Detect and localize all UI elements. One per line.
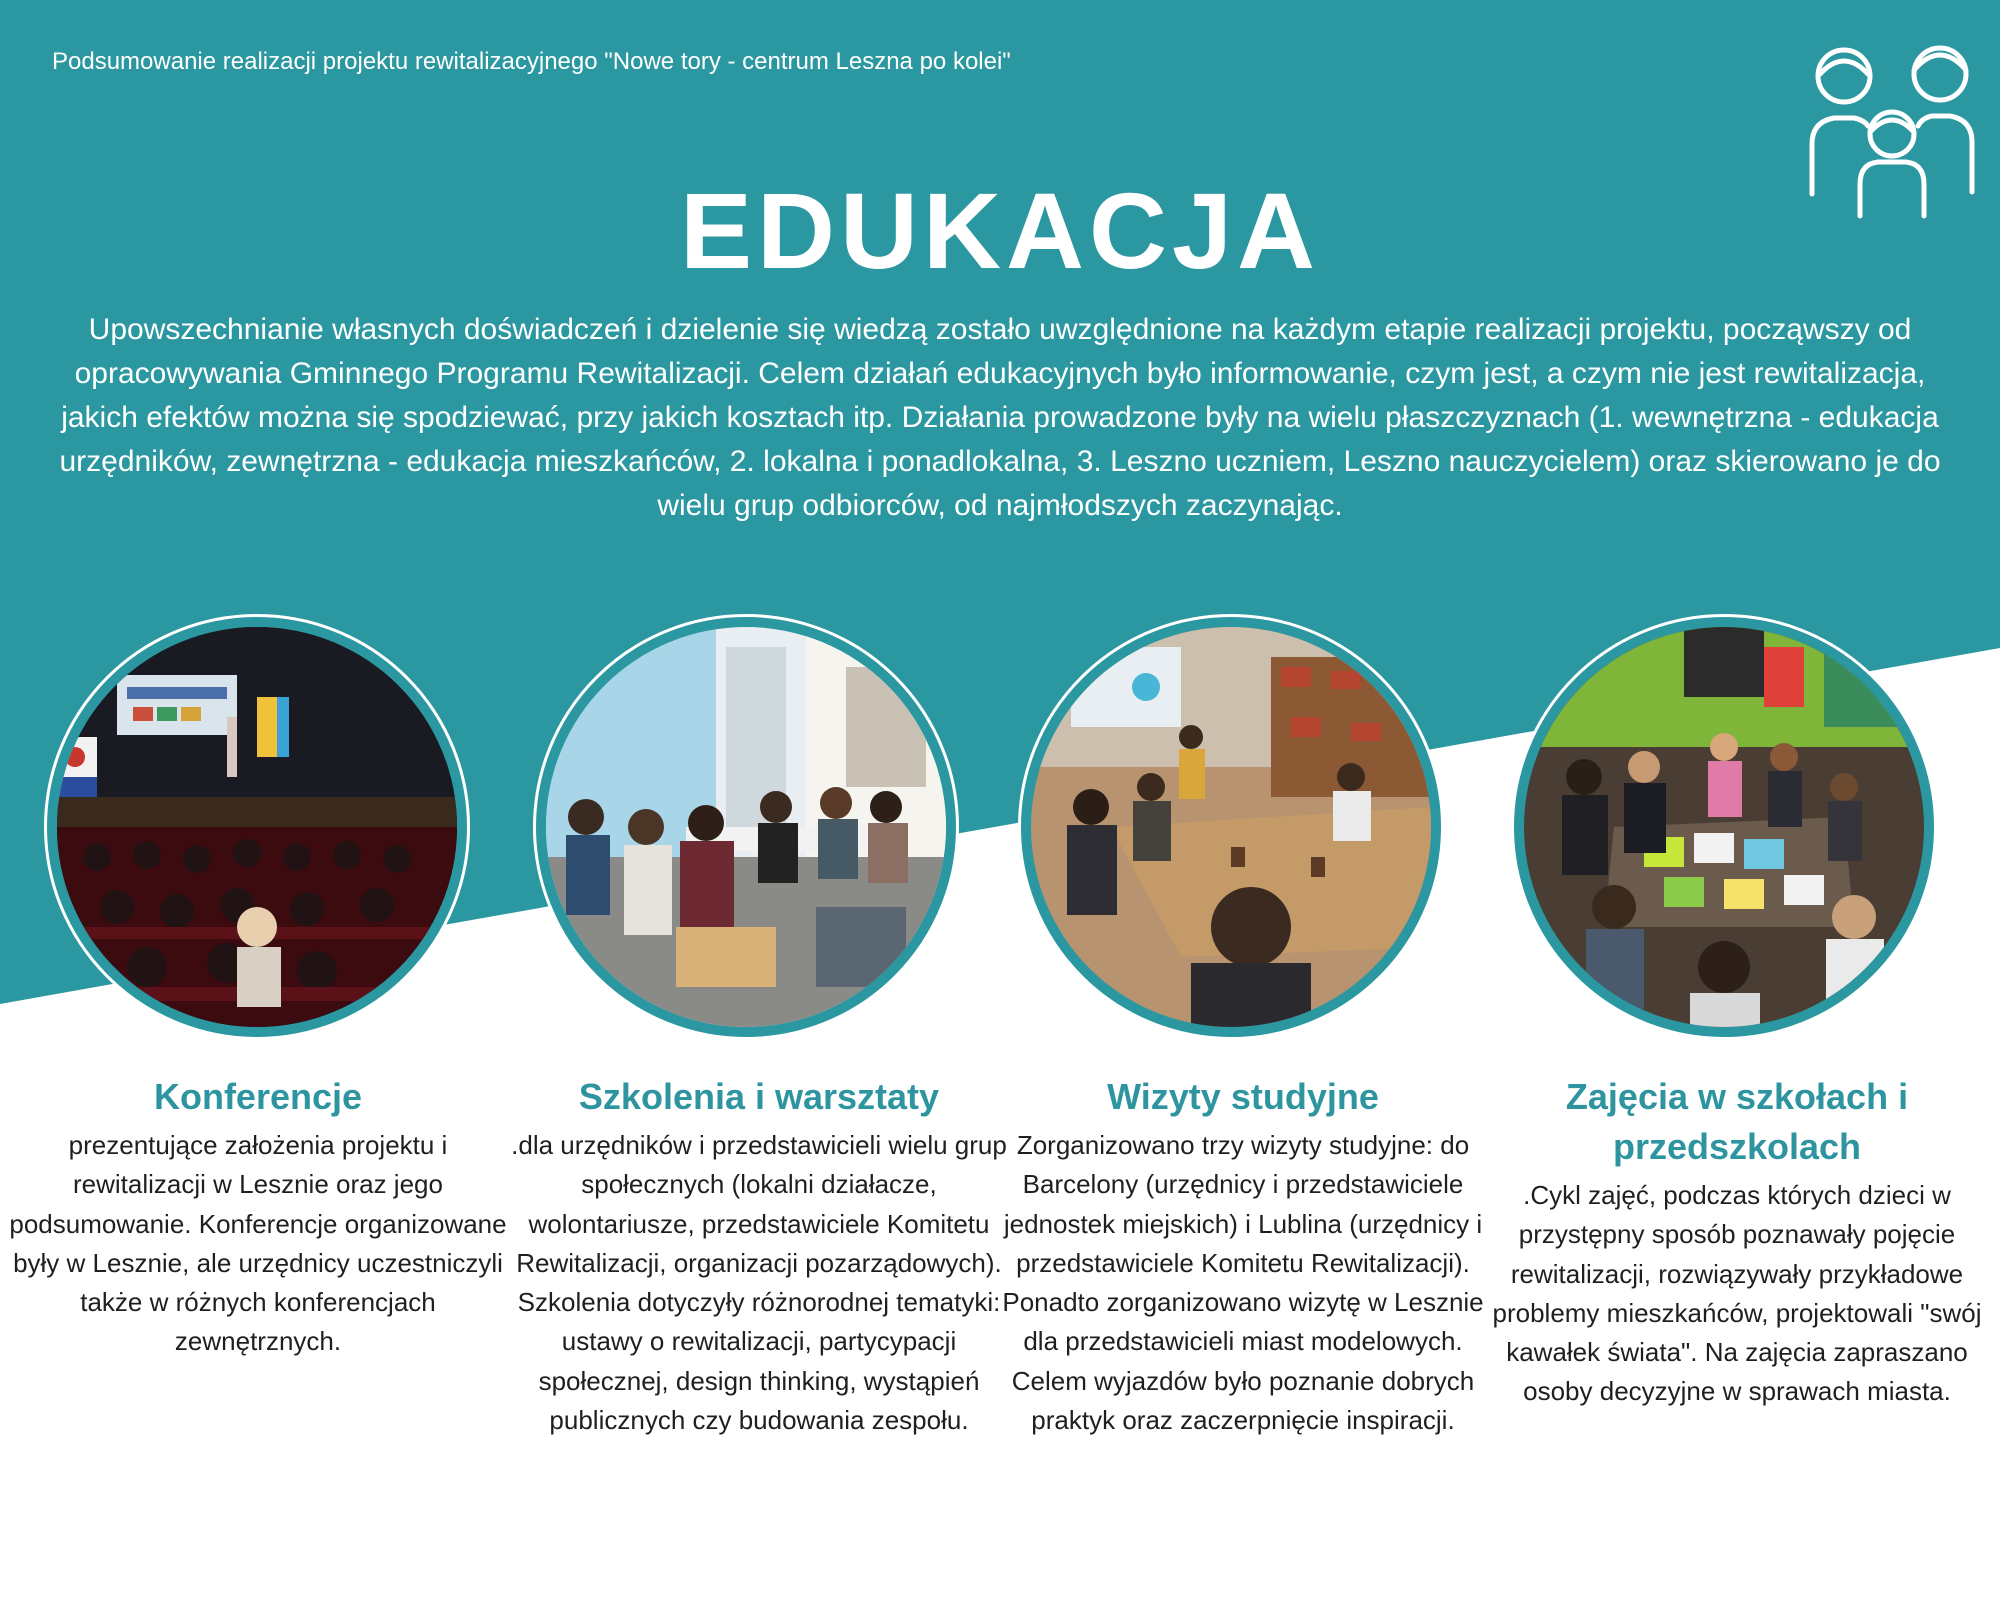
column-study-visits bbox=[989, 1072, 1497, 1440]
column-text: .Cykl zajęć, podczas których dzieci w przystępny sposób poznawały pojęcie rewitalizacji, rozwiązywały przykładowe problemy mieszkańców, projektowali "swój kawałek świata". Na zajęcia zapraszano osoby decyzyjne w sprawach miasta. bbox=[1492, 1180, 1982, 1407]
header-caption: Podsumowanie realizacji projektu rewitalizacyjnego "Nowe tory - centrum Leszna po kolei" bbox=[52, 48, 1011, 75]
intro-paragraph: Upowszechnianie własnych doświadczeń i dzielenie się wiedzą zostało uwzględnione na każdym etapie realizacji projektu, począwszy od opracowywania Gminnego Programu Rewitalizacji. Celem działań edukacyjnych było informowanie, czym jest, a czym nie jest rewitalizacja, jakich efektów można się spodziewać, przy jakich kosztach itp. Działania prowadzone były na wielu płaszczyznach (1. wewnętrzna - edukacja urzędników, zewnętrzna - edukacja mieszkańców, 2. lokalna i ponadlokalna, 3. Leszno uczniem, Leszno nauczycielem) oraz skierowano je do wielu grup odbiorców, od najmłodszych zaczynając. bbox=[59, 313, 1941, 522]
conference-photo bbox=[44, 614, 470, 1040]
workshop-photo bbox=[533, 614, 959, 1040]
study-visit-photo bbox=[1018, 614, 1444, 1040]
column-conferences bbox=[4, 1072, 512, 1362]
school-classes-photo bbox=[1511, 614, 1937, 1040]
column-heading: Zajęcia w szkołach i przedszkolach bbox=[1565, 1076, 1909, 1167]
column-text: .dla urzędników i przedstawicieli wielu grup społecznych (lokalni działacze, wolontariusze, przedstawiciele Komitetu Rewitalizacji, organizacji pozarządowych). Szkolenia dotyczyły różnorodnej tematyki: ustawy o rewitalizacji, partycypacji społecznej, design thinking, wystąpień publicznych czy budowania zespołu. bbox=[511, 1130, 1007, 1436]
page-title: EDUKACJA bbox=[679, 170, 1321, 291]
column-text: prezentujące założenia projektu i rewitalizacji w Lesznie oraz jego podsumowanie. Konferencje organizowane były w Lesznie, ale urzędnicy uczestniczyli także w różnych konferencjach zewnętrznych. bbox=[9, 1130, 507, 1357]
column-heading: Konferencje bbox=[153, 1076, 363, 1117]
column-heading: Wizyty studyjne bbox=[1107, 1076, 1379, 1117]
column-trainings bbox=[505, 1072, 1013, 1440]
column-text: Zorganizowano trzy wizyty studyjne: do Barcelony (urzędnicy i przedstawiciele jednostek miejskich) i Lublina (urzędnicy i przedstawiciele Komitetu Rewitalizacji). Ponadto zorganizowano wizytę w Lesznie dla przedstawicieli miast modelowych. Celem wyjazdów było poznanie dobrych praktyk oraz zaczerpnięcie inspiracji. bbox=[1002, 1130, 1484, 1436]
column-heading: Szkolenia i warsztaty bbox=[578, 1076, 940, 1117]
column-school-classes bbox=[1483, 1072, 1991, 1412]
